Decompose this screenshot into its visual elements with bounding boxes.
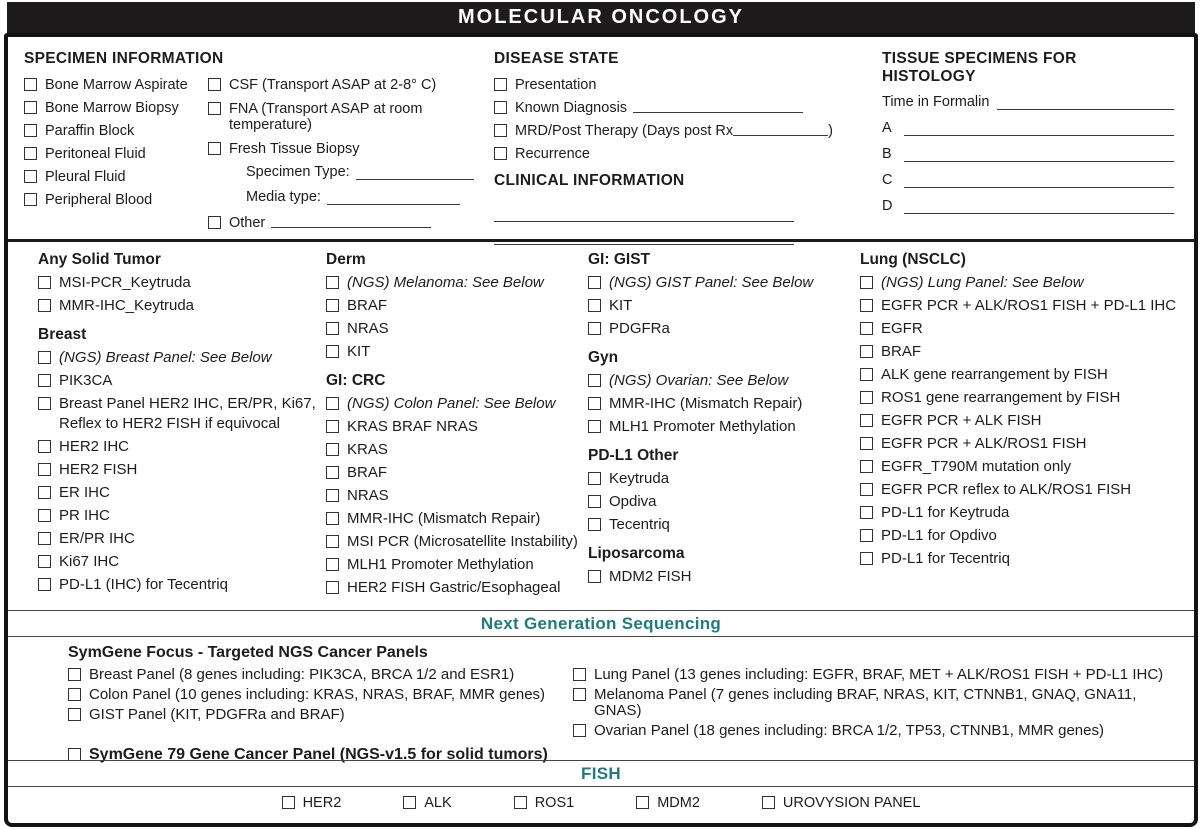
checkbox-label: BRAF [347,464,388,481]
test-group-heading: PD-L1 Other [588,447,679,464]
disease-state-heading: DISEASE STATE [494,50,619,67]
checkbox-label: Colon Panel (10 genes including: KRAS, NRAS, BRAF, MMR genes) [89,686,546,703]
checkbox-item[interactable] [38,373,326,389]
checkbox-label: Other [229,215,266,231]
checkbox-item[interactable] [38,298,326,314]
test-group [588,252,860,344]
checkbox-item[interactable] [573,667,1180,683]
checkbox[interactable] [588,495,601,508]
checkbox[interactable] [38,351,51,364]
checkbox-label: Ovarian Panel (18 genes including: BRCA 1/2, TP53, CTNNB1, MMR genes) [594,722,1104,739]
checkbox-label: EGFR PCR + ALK/ROS1 FISH [881,435,1087,452]
checkbox-label: EGFR PCR reflex to ALK/ROS1 FISH [881,481,1132,498]
checkbox-item[interactable] [38,396,326,432]
checkbox-item[interactable] [514,795,575,811]
checkbox-item[interactable] [860,413,1184,429]
test-group-heading: Breast [38,326,87,343]
checkbox-label: ALK gene rearrangement by FISH [881,366,1108,383]
checkbox[interactable] [38,374,51,387]
checkbox-label: Bone Marrow Biopsy [45,100,179,116]
checkbox-item[interactable] [326,511,588,527]
checkbox-label: (NGS) Melanoma: See Below [347,274,544,291]
days-post-rx-blank-line[interactable] [733,123,828,136]
checkbox-label: MDM2 [657,795,700,811]
checkbox-label: Breast Panel (8 genes including: PIK3CA, BRCA 1/2 and ESR1) [89,666,515,683]
checkbox-item[interactable] [38,462,326,478]
checkbox[interactable] [24,170,37,183]
histology-letter: B [882,146,892,162]
specimen-type-list [24,77,208,239]
checkbox[interactable] [208,102,221,115]
checkbox[interactable] [326,345,339,358]
form-body [4,33,1198,827]
checkbox[interactable] [326,276,339,289]
checkbox-label: Paraffin Block [45,123,135,139]
test-group [326,252,588,367]
checkbox-item[interactable] [588,419,860,435]
checkbox-label: PIK3CA [59,372,113,389]
checkbox-label: HER2 FISH Gastric/Esophageal [347,579,561,596]
checkbox-label: EGFR PCR + ALK/ROS1 FISH + PD-L1 IHC [881,297,1177,314]
checkbox-item[interactable] [326,465,588,481]
checkbox-label: MMR-IHC (Mismatch Repair) [609,395,803,412]
checkbox-label: PD-L1 for Tecentriq [881,550,1010,567]
checkbox[interactable] [24,147,37,160]
clinical-information-heading: CLINICAL INFORMATION [494,172,685,189]
checkbox-item[interactable] [326,321,588,337]
checkbox-item[interactable] [24,100,208,116]
checkbox-item[interactable] [38,439,326,455]
checkbox-item[interactable] [588,321,860,337]
tests-column [860,252,1184,610]
checkbox[interactable] [860,368,873,381]
checkbox[interactable] [38,509,51,522]
checkbox-label: Peripheral Blood [45,192,153,208]
test-group [588,350,860,442]
checkbox[interactable] [38,555,51,568]
histology-rows [882,121,1174,214]
checkbox[interactable] [860,460,873,473]
test-group-heading: Lung (NSCLC) [860,251,966,268]
checkbox[interactable] [860,391,873,404]
checkbox[interactable] [403,796,416,809]
specimen-type-field-row [246,165,494,180]
checkbox-item[interactable] [326,580,588,596]
checkbox[interactable] [38,486,51,499]
checkbox-item[interactable] [860,298,1184,314]
checkbox-label: Pleural Fluid [45,169,126,185]
histology-blank-line[interactable] [904,149,1174,162]
checkbox[interactable] [326,512,339,525]
checkbox-item[interactable] [68,667,573,683]
checkbox[interactable] [326,443,339,456]
checkbox[interactable] [573,688,586,701]
checkbox[interactable] [24,78,37,91]
checkbox-label: PD-L1 for Keytruda [881,504,1010,521]
csf-checkbox-item[interactable] [208,77,494,93]
checkbox-label: PD-L1 for Opdivo [881,527,997,544]
histology-letter: C [882,172,893,188]
checkbox-label: (NGS) GIST Panel: See Below [609,274,814,291]
checkbox-label: (NGS) Ovarian: See Below [609,372,789,389]
specimen-information-heading: SPECIMEN INFORMATION [24,50,224,67]
histology-row [882,147,1174,162]
checkbox-item[interactable] [588,396,860,412]
histology-letter: A [882,120,892,136]
checkbox[interactable] [326,535,339,548]
form-title: MOLECULAR ONCOLOGY [7,2,1195,33]
other-checkbox-item[interactable] [208,215,494,231]
checkbox-label: Peritoneal Fluid [45,146,146,162]
checkbox-label: Opdiva [609,493,657,510]
checkbox-label: FNA (Transport ASAP at room temperature) [229,101,423,133]
recurrence-checkbox-item[interactable] [494,146,882,162]
checkbox-label: Known Diagnosis [515,100,628,116]
checkbox[interactable] [588,322,601,335]
checkbox-item[interactable] [860,367,1184,383]
checkbox-label: GIST Panel (KIT, PDGFRa and BRAF) [89,706,345,723]
checkbox-item[interactable] [588,298,860,314]
checkbox-label: KIT [609,297,633,314]
checkbox-label: Fresh Tissue Biopsy [229,141,360,157]
test-group [38,252,326,321]
checkbox-label: MLH1 Promoter Methylation [347,556,534,573]
checkbox[interactable] [208,216,221,229]
checkbox-label: MLH1 Promoter Methylation [609,418,796,435]
checkbox-item[interactable] [326,344,588,360]
histology-blank-line[interactable] [904,201,1174,214]
specimen-transport-list [208,77,494,239]
checkbox-item[interactable] [860,482,1184,498]
checkbox[interactable] [38,440,51,453]
checkbox[interactable] [860,552,873,565]
checkbox[interactable] [326,558,339,571]
checkbox[interactable] [68,668,81,681]
checkbox-label: Recurrence [515,146,590,162]
fish-section-title: FISH [8,760,1194,787]
checkbox[interactable] [514,796,527,809]
checkbox[interactable] [326,581,339,594]
checkbox-item[interactable] [24,77,208,93]
checkbox-label: MSI-PCR_Keytruda [59,274,191,291]
checkbox-label: NRAS [347,320,389,337]
checkbox[interactable] [860,414,873,427]
ngs-section-title: Next Generation Sequencing [8,610,1194,637]
checkbox[interactable] [38,463,51,476]
checkbox-label: BRAF [881,343,922,360]
checkbox-item[interactable] [326,557,588,573]
checkbox-item[interactable] [24,169,208,185]
checkbox-item[interactable] [326,442,588,458]
checkbox-label: HER2 [302,795,342,811]
checkbox-label: Tecentriq [609,516,670,533]
checkbox[interactable] [326,466,339,479]
checkbox-label: EGFR_T790M mutation only [881,458,1072,475]
checkbox-label: PR IHC [59,507,110,524]
known-diagnosis-blank-line[interactable] [633,100,803,113]
checkbox[interactable] [573,724,586,737]
checkbox-label: MDM2 FISH [609,568,692,585]
checkbox[interactable] [494,147,507,160]
checkbox-label: KRAS [347,441,388,458]
checkbox-label-suffix: ) [828,123,833,139]
media-type-label: Media type: [246,189,321,205]
fna-checkbox-item[interactable] [208,101,494,133]
checkbox-item[interactable] [588,569,860,585]
histology-blank-line[interactable] [904,123,1174,136]
checkbox-label: (NGS) Lung Panel: See Below [881,274,1084,291]
checkbox-label: UROVYSION PANEL [782,795,921,811]
checkbox[interactable] [38,532,51,545]
checkbox-label: ER/PR IHC [59,530,135,547]
disease-state-block [494,50,882,239]
checkbox[interactable] [762,796,775,809]
presentation-checkbox-item[interactable] [494,77,882,93]
checkbox-label: ROS1 [534,795,575,811]
checkbox-label: Keytruda [609,470,670,487]
checkbox-label: KIT [347,343,371,360]
checkbox[interactable] [588,299,601,312]
checkbox-item[interactable] [38,508,326,524]
checkbox-label: EGFR [881,320,923,337]
checkbox[interactable] [588,374,601,387]
checkbox-item[interactable] [860,344,1184,360]
checkbox[interactable] [326,397,339,410]
checkbox-item[interactable] [860,390,1184,406]
checkbox[interactable] [588,518,601,531]
symgene-focus-heading: SymGene Focus - Targeted NGS Cancer Panels [68,644,428,661]
time-in-formalin-label: Time in Formalin [882,94,990,110]
checkbox[interactable] [68,688,81,701]
checkbox-item[interactable] [588,471,860,487]
checkbox[interactable] [326,489,339,502]
tests-column [38,252,326,610]
test-group-heading: Any Solid Tumor [38,251,161,268]
checkbox-label: KRAS BRAF NRAS [347,418,478,435]
checkbox[interactable] [38,578,51,591]
checkbox[interactable] [24,193,37,206]
checkbox-item[interactable] [38,275,326,291]
checkbox[interactable] [588,472,601,485]
checkbox-label: PD-L1 (IHC) for Tecentriq [59,576,228,593]
histology-blank-line[interactable] [904,175,1174,188]
checkbox-item[interactable] [38,350,326,366]
checkbox-label: (NGS) Breast Panel: See Below [59,349,272,366]
checkbox-item[interactable] [573,687,1180,719]
specimen-type-label: Specimen Type: [246,164,350,180]
test-group-heading: GI: GIST [588,251,650,268]
top-section [8,37,1194,239]
checkbox-item[interactable] [282,795,342,811]
checkbox[interactable] [494,101,507,114]
tests-column [326,252,588,610]
checkbox[interactable] [588,570,601,583]
checkbox-item[interactable] [38,577,326,593]
checkbox[interactable] [860,345,873,358]
checkbox-item[interactable] [588,373,860,389]
checkbox-label: CSF (Transport ASAP at 2-8° C) [229,77,437,93]
checkbox-item[interactable] [860,551,1184,567]
checkbox[interactable] [68,708,81,721]
checkbox-label: Ki67 IHC [59,553,120,570]
checkbox-label: PDGFRa [609,320,670,337]
checkbox-item[interactable] [762,795,921,811]
checkbox-item[interactable] [68,707,573,723]
checkbox[interactable] [860,437,873,450]
tissue-histology-block [882,50,1180,239]
checkbox-item[interactable] [860,459,1184,475]
checkbox-item[interactable] [636,795,700,811]
checkbox-label: SymGene 79 Gene Cancer Panel (NGS-v1.5 for solid tumors) [89,746,548,763]
tests-columns [8,242,1194,610]
test-group-heading: Derm [326,251,366,268]
checkbox-item[interactable] [573,723,1180,739]
checkbox[interactable] [860,529,873,542]
checkbox-label: BRAF [347,297,388,314]
test-group [860,252,1184,574]
media-type-field-row [246,190,494,205]
checkbox-item[interactable] [403,795,451,811]
checkbox-label: ROS1 gene rearrangement by FISH [881,389,1121,406]
checkbox[interactable] [573,668,586,681]
fish-checkbox-row [8,787,1194,823]
checkbox-label: MMR-IHC_Keytruda [59,297,195,314]
checkbox[interactable] [860,322,873,335]
checkbox-label: MRD/Post Therapy (Days post Rx [515,123,734,139]
ngs-panels-right-list [573,667,1180,743]
checkbox-item[interactable] [860,436,1184,452]
checkbox-item[interactable] [860,528,1184,544]
checkbox-item[interactable] [24,123,208,139]
test-group [588,448,860,540]
specimen-information-block [24,50,494,239]
histology-row [882,173,1174,188]
checkbox[interactable] [38,276,51,289]
checkbox[interactable] [588,276,601,289]
checkbox-label: Lung Panel (13 genes including: EGFR, BRAF, MET + ALK/ROS1 FISH + PD-L1 IHC) [594,666,1164,683]
checkbox-item[interactable] [860,321,1184,337]
checkbox-item[interactable] [588,275,860,291]
checkbox-item[interactable] [588,517,860,533]
checkbox-label: MSI PCR (Microsatellite Instability) [347,533,578,550]
media-type-blank-line[interactable] [327,192,460,205]
checkbox-item[interactable] [860,505,1184,521]
checkbox-item[interactable] [326,298,588,314]
test-group [588,546,860,592]
checkbox-label: Breast Panel HER2 IHC, ER/PR, Ki67, Reflex to HER2 FISH if equivocal [59,395,316,432]
test-group-heading: Liposarcoma [588,545,685,562]
checkbox-item[interactable] [326,419,588,435]
ngs-panels-left-list [68,667,573,743]
known-diagnosis-checkbox-item[interactable] [494,100,882,116]
test-group-heading: GI: CRC [326,372,386,389]
tests-column [588,252,860,610]
checkbox[interactable] [24,124,37,137]
checkbox-label: (NGS) Colon Panel: See Below [347,395,556,412]
checkbox[interactable] [860,276,873,289]
checkbox-label: ER IHC [59,484,110,501]
checkbox-item[interactable] [68,687,573,703]
checkbox[interactable] [860,483,873,496]
checkbox-item[interactable] [326,396,588,412]
checkbox-item[interactable] [38,531,326,547]
mrd-post-therapy-checkbox-item[interactable] [494,123,882,139]
test-group-heading: Gyn [588,349,619,366]
checkbox[interactable] [494,78,507,91]
checkbox-item[interactable] [326,534,588,550]
checkbox-item[interactable] [38,485,326,501]
fresh-tissue-biopsy-checkbox-item[interactable] [208,141,494,157]
checkbox[interactable] [636,796,649,809]
checkbox-item[interactable] [326,275,588,291]
checkbox[interactable] [24,101,37,114]
histology-row [882,199,1174,214]
clinical-information-blank-line[interactable] [494,199,794,222]
test-group [38,327,326,600]
time-in-formalin-blank-line[interactable] [997,97,1174,110]
checkbox[interactable] [860,299,873,312]
checkbox[interactable] [38,299,51,312]
checkbox[interactable] [326,299,339,312]
checkbox[interactable] [282,796,295,809]
checkbox-label: ALK [424,795,452,811]
checkbox[interactable] [38,397,51,410]
checkbox-item[interactable] [38,554,326,570]
checkbox[interactable] [326,322,339,335]
checkbox-item[interactable] [326,488,588,504]
checkbox-item[interactable] [24,192,208,208]
checkbox-item[interactable] [24,146,208,162]
ngs-section [8,637,1194,763]
histology-letter: D [882,198,893,214]
tissue-histology-heading: TISSUE SPECIMENS FOR HISTOLOGY [882,50,1077,85]
checkbox-label: Bone Marrow Aspirate [45,77,188,93]
histology-row [882,121,1174,136]
specimen-type-blank-line[interactable] [356,167,474,180]
checkbox-label: Presentation [515,77,597,93]
checkbox[interactable] [208,142,221,155]
checkbox-label: HER2 FISH [59,461,138,478]
checkbox-label: EGFR PCR + ALK FISH [881,412,1042,429]
checkbox-label: Melanoma Panel (7 genes including BRAF, NRAS, KIT, CTNNB1, GNAQ, GNA11, GNAS) [594,686,1137,719]
checkbox[interactable] [860,506,873,519]
time-in-formalin-row [882,95,1174,110]
checkbox[interactable] [588,397,601,410]
checkbox-label: NRAS [347,487,389,504]
checkbox-item[interactable] [860,275,1184,291]
checkbox[interactable] [326,420,339,433]
checkbox[interactable] [494,124,507,137]
checkbox-label: MMR-IHC (Mismatch Repair) [347,510,541,527]
test-group [326,373,588,603]
checkbox[interactable] [208,78,221,91]
checkbox[interactable] [588,420,601,433]
checkbox-label: HER2 IHC [59,438,130,455]
other-blank-line[interactable] [271,215,431,228]
checkbox-item[interactable] [588,494,860,510]
